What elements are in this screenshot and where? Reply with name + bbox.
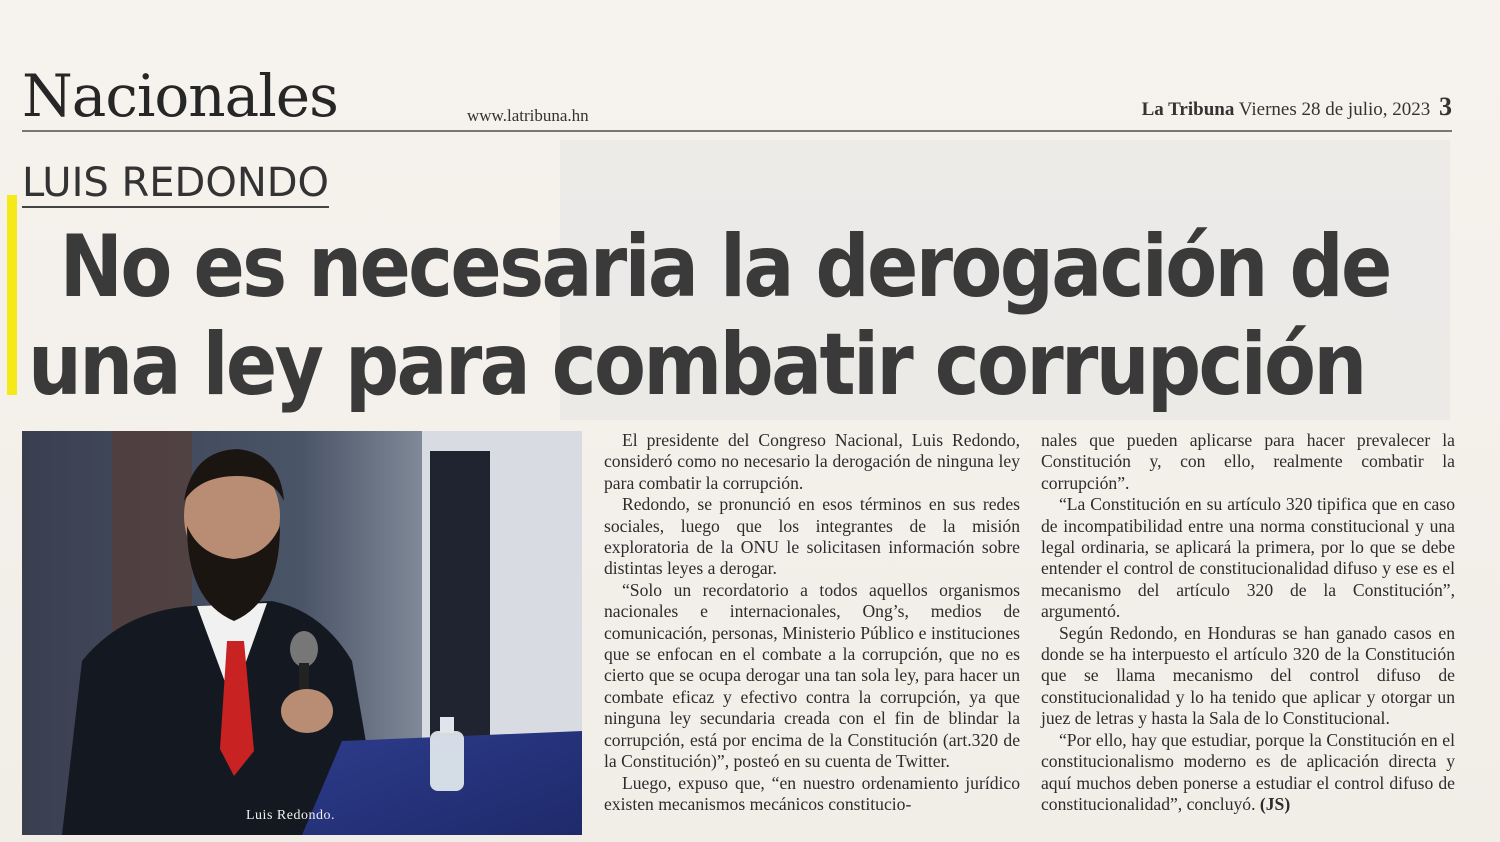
paragraph: Redondo, se pronunció en esos términos en sus redes sociales, luego que los integrantes de la misión exploratoria de la ONU le solicitasen información sobre distintas leyes a derogar.	[604, 494, 1020, 579]
issue-date: Viernes 28 de julio, 2023	[1238, 99, 1431, 120]
website-url: www.latribuna.hn	[467, 106, 589, 125]
paragraph: “La Constitución en su artículo 320 tipifica que en caso de incompatibilidad entre una norma constitucional y una legal ordinaria, se aplicará la primera, por lo que se debe entender el control de constitucionalidad difuso y ese es el mecanismo del artículo 320 de la Constitución”, argumentó.	[1041, 494, 1455, 622]
article-column-1	[604, 430, 1020, 815]
article-headline	[28, 217, 1390, 415]
headline-line-2: una ley para combatir corrupción	[28, 315, 1365, 415]
masthead-info	[1142, 92, 1452, 122]
paragraph: Según Redondo, en Honduras se han ganado casos en donde se ha interpuesto el artículo 320 de la Constitución que se llama mecanismo del control difuso de constitucionalidad y lo ha tenido que aplicar y otorgar un juez de letras y hasta la Sala de lo Constitucional.	[1041, 622, 1455, 729]
paragraph-final	[1041, 730, 1455, 816]
paragraph: El presidente del Congreso Nacional, Luis Redondo, consideró como no necesario la derogación de ninguna ley para combatir la corrupción.	[604, 430, 1020, 493]
photo-illustration	[22, 431, 582, 835]
headline-line-1: No es necesaria la derogación de	[59, 217, 1390, 317]
final-text: “Por ello, hay que estudiar, porque la Constitución en el constitucionalismo moderno es de aplicación directa y aquí muchos deben ponerse a estudiar el control difuso de constitucionalidad”, concluyó.	[1041, 729, 1455, 814]
page-number: 3	[1439, 92, 1452, 121]
article-column-2	[1041, 430, 1455, 815]
paragraph: “Solo un recordatorio a todos aquellos organismos nacionales e internacionales, Ong’s, medios de comunicación, personas, Ministerio Público e instituciones que se enfocan en el combate a la corrupción, que no es cierto que se ocupa derogar una tan sola ley, para hacer un combate eficaz y efectivo contra la corrupción, ya que ninguna ley secundaria creada con el fin de blindar la corrupción, está por encima de la Constitución (art.320 de la Constitución)”, posteó en su cuenta de Twitter.	[604, 579, 1020, 772]
article-photo	[22, 431, 582, 835]
section-title: Nacionales	[22, 62, 338, 130]
header-rule	[22, 130, 1452, 132]
paragraph: Luego, expuso que, “en nuestro ordenamiento jurídico existen mecanismos mecánicos constitucio-	[604, 772, 1020, 814]
paper-name: La Tribuna	[1141, 99, 1235, 120]
paragraph-continuation: nales que pueden aplicarse para hacer prevalecer la Constitución y, con ello, realmente combatir la corrupción”.	[1041, 430, 1455, 493]
highlighter-mark	[7, 195, 17, 395]
author-signature: (JS)	[1259, 793, 1291, 814]
article-kicker: LUIS REDONDO	[22, 160, 330, 206]
photo-caption: Luis Redondo.	[246, 808, 335, 823]
